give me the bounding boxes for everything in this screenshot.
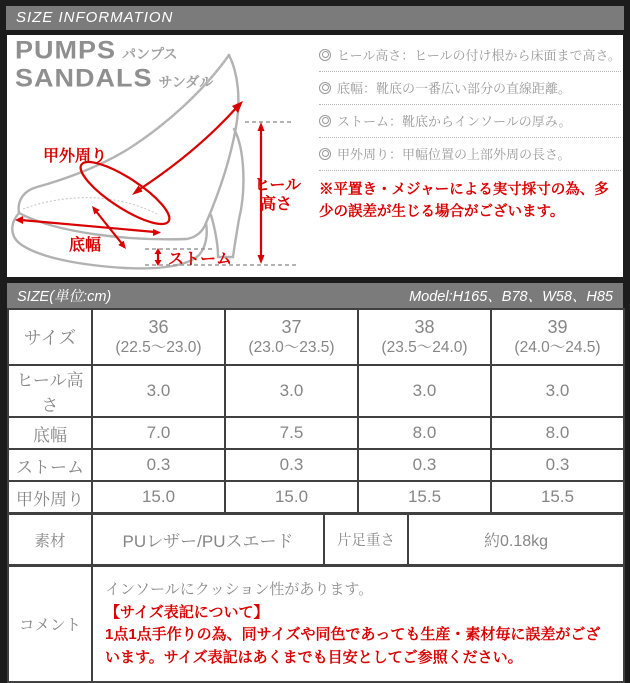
shoe-inner-lines — [23, 59, 226, 215]
value-cell: 0.3 — [358, 449, 491, 481]
size-table-header-row — [8, 309, 624, 365]
measure-note-text: ヒール高さ：ヒールの付け根から床面まで高さ。 — [337, 48, 621, 63]
row-label: ヒール高さ — [8, 365, 92, 417]
size-tables — [7, 308, 623, 683]
model-info: Model:H165、B78、W58、H85 — [409, 289, 613, 305]
value-cell: 0.3 — [92, 449, 225, 481]
size-range: (22.5～23.0) — [115, 338, 202, 356]
measure-note-text: 底幅：靴底の一番広い部分の直線距離。 — [337, 81, 572, 96]
comment-red-heading: 【サイズ表記について】 — [105, 603, 269, 621]
storm-row — [8, 449, 624, 481]
value-cell: 3.0 — [225, 365, 358, 417]
size-value: 37 — [281, 317, 302, 338]
measure-note-text: ストーム：靴底からインソールの厚み。 — [337, 114, 572, 129]
row-label: ストーム — [8, 449, 92, 481]
value-cell: 0.3 — [225, 449, 358, 481]
material-value: PUレザー/PUスエード — [92, 514, 324, 565]
comment-label: コメント — [8, 566, 92, 682]
value-cell: 3.0 — [92, 365, 225, 417]
comment-red-body: 1点1点手作りの為、同サイズや同色であっても生産・素材毎に誤差がございます。サイズ表記はあくまでも目安としてご参照ください。 — [105, 626, 601, 666]
material-label: 素材 — [8, 514, 92, 565]
measure-note-instep — [319, 138, 621, 171]
upper-panel — [7, 35, 623, 277]
measure-note-heel-height — [319, 39, 621, 72]
value-cell: 15.5 — [491, 481, 624, 513]
sole-width-row — [8, 417, 624, 449]
heel-height-label-line2: 高さ — [260, 196, 293, 213]
double-circle-icon — [319, 49, 331, 61]
size-value: 38 — [414, 317, 435, 338]
double-circle-icon — [319, 82, 331, 94]
value-cell: 3.0 — [358, 365, 491, 417]
logo-pumps-en: PUMPS — [15, 36, 117, 64]
size-column-36 — [92, 309, 225, 365]
storm-label: ストーム — [168, 251, 233, 268]
value-cell: 7.0 — [92, 417, 225, 449]
sole-width-label: 底幅 — [69, 237, 102, 254]
shoe-diagram — [7, 43, 312, 275]
size-range: (23.5～24.0) — [381, 338, 468, 356]
comment-table — [7, 565, 625, 683]
size-value: 39 — [547, 317, 568, 338]
value-cell: 7.5 — [225, 417, 358, 449]
comment-content — [92, 566, 624, 682]
heel-height-row — [8, 365, 624, 417]
material-table — [7, 513, 625, 566]
value-cell: 15.5 — [358, 481, 491, 513]
comment-line1: インソールにクッション性があります。 — [105, 581, 374, 598]
size-information-banner: SIZE INFORMATION — [6, 6, 624, 30]
size-unit-label: SIZE(単位:cm) — [17, 289, 112, 305]
value-cell: 15.0 — [92, 481, 225, 513]
size-range: (23.0～23.5) — [248, 338, 335, 356]
heel-height-label-line1: ヒール — [254, 177, 302, 194]
double-circle-icon — [319, 115, 331, 127]
size-column-39 — [491, 309, 624, 365]
row-label: 甲外周り — [8, 481, 92, 513]
row-label: 底幅 — [8, 417, 92, 449]
value-cell: 8.0 — [358, 417, 491, 449]
size-header-label: サイズ — [8, 309, 92, 365]
logo-sandals-jp: サンダル — [158, 73, 214, 90]
value-cell: 0.3 — [491, 449, 624, 481]
measure-note-text: 甲外周り：甲幅位置の上部外周の長さ。 — [337, 147, 571, 162]
size-column-37 — [225, 309, 358, 365]
value-cell: 3.0 — [491, 365, 624, 417]
weight-value: 約0.18kg — [408, 514, 624, 565]
size-range: (24.0～24.5) — [514, 338, 601, 356]
size-column-38 — [358, 309, 491, 365]
material-row — [8, 514, 624, 565]
value-cell: 15.0 — [225, 481, 358, 513]
size-table — [7, 308, 625, 514]
measurement-warning-note: ※平置き・メジャーによる実寸採寸の為、多少の誤差が生じる場合がございます。 — [319, 182, 609, 220]
size-value: 36 — [148, 317, 169, 338]
comment-row — [8, 566, 624, 682]
size-unit-bar — [7, 283, 623, 308]
value-cell: 8.0 — [491, 417, 624, 449]
measure-note-sole-width — [319, 72, 621, 105]
double-circle-icon — [319, 148, 331, 160]
logo-sandals-en: SANDALS — [15, 63, 153, 92]
instep-label: 甲外周り — [43, 148, 108, 165]
measure-note-storm — [319, 105, 621, 138]
measure-notes-list — [319, 39, 621, 224]
logo-pumps-jp: パンプス — [122, 46, 178, 62]
instep-row — [8, 481, 624, 513]
weight-label: 片足重さ — [324, 514, 408, 565]
